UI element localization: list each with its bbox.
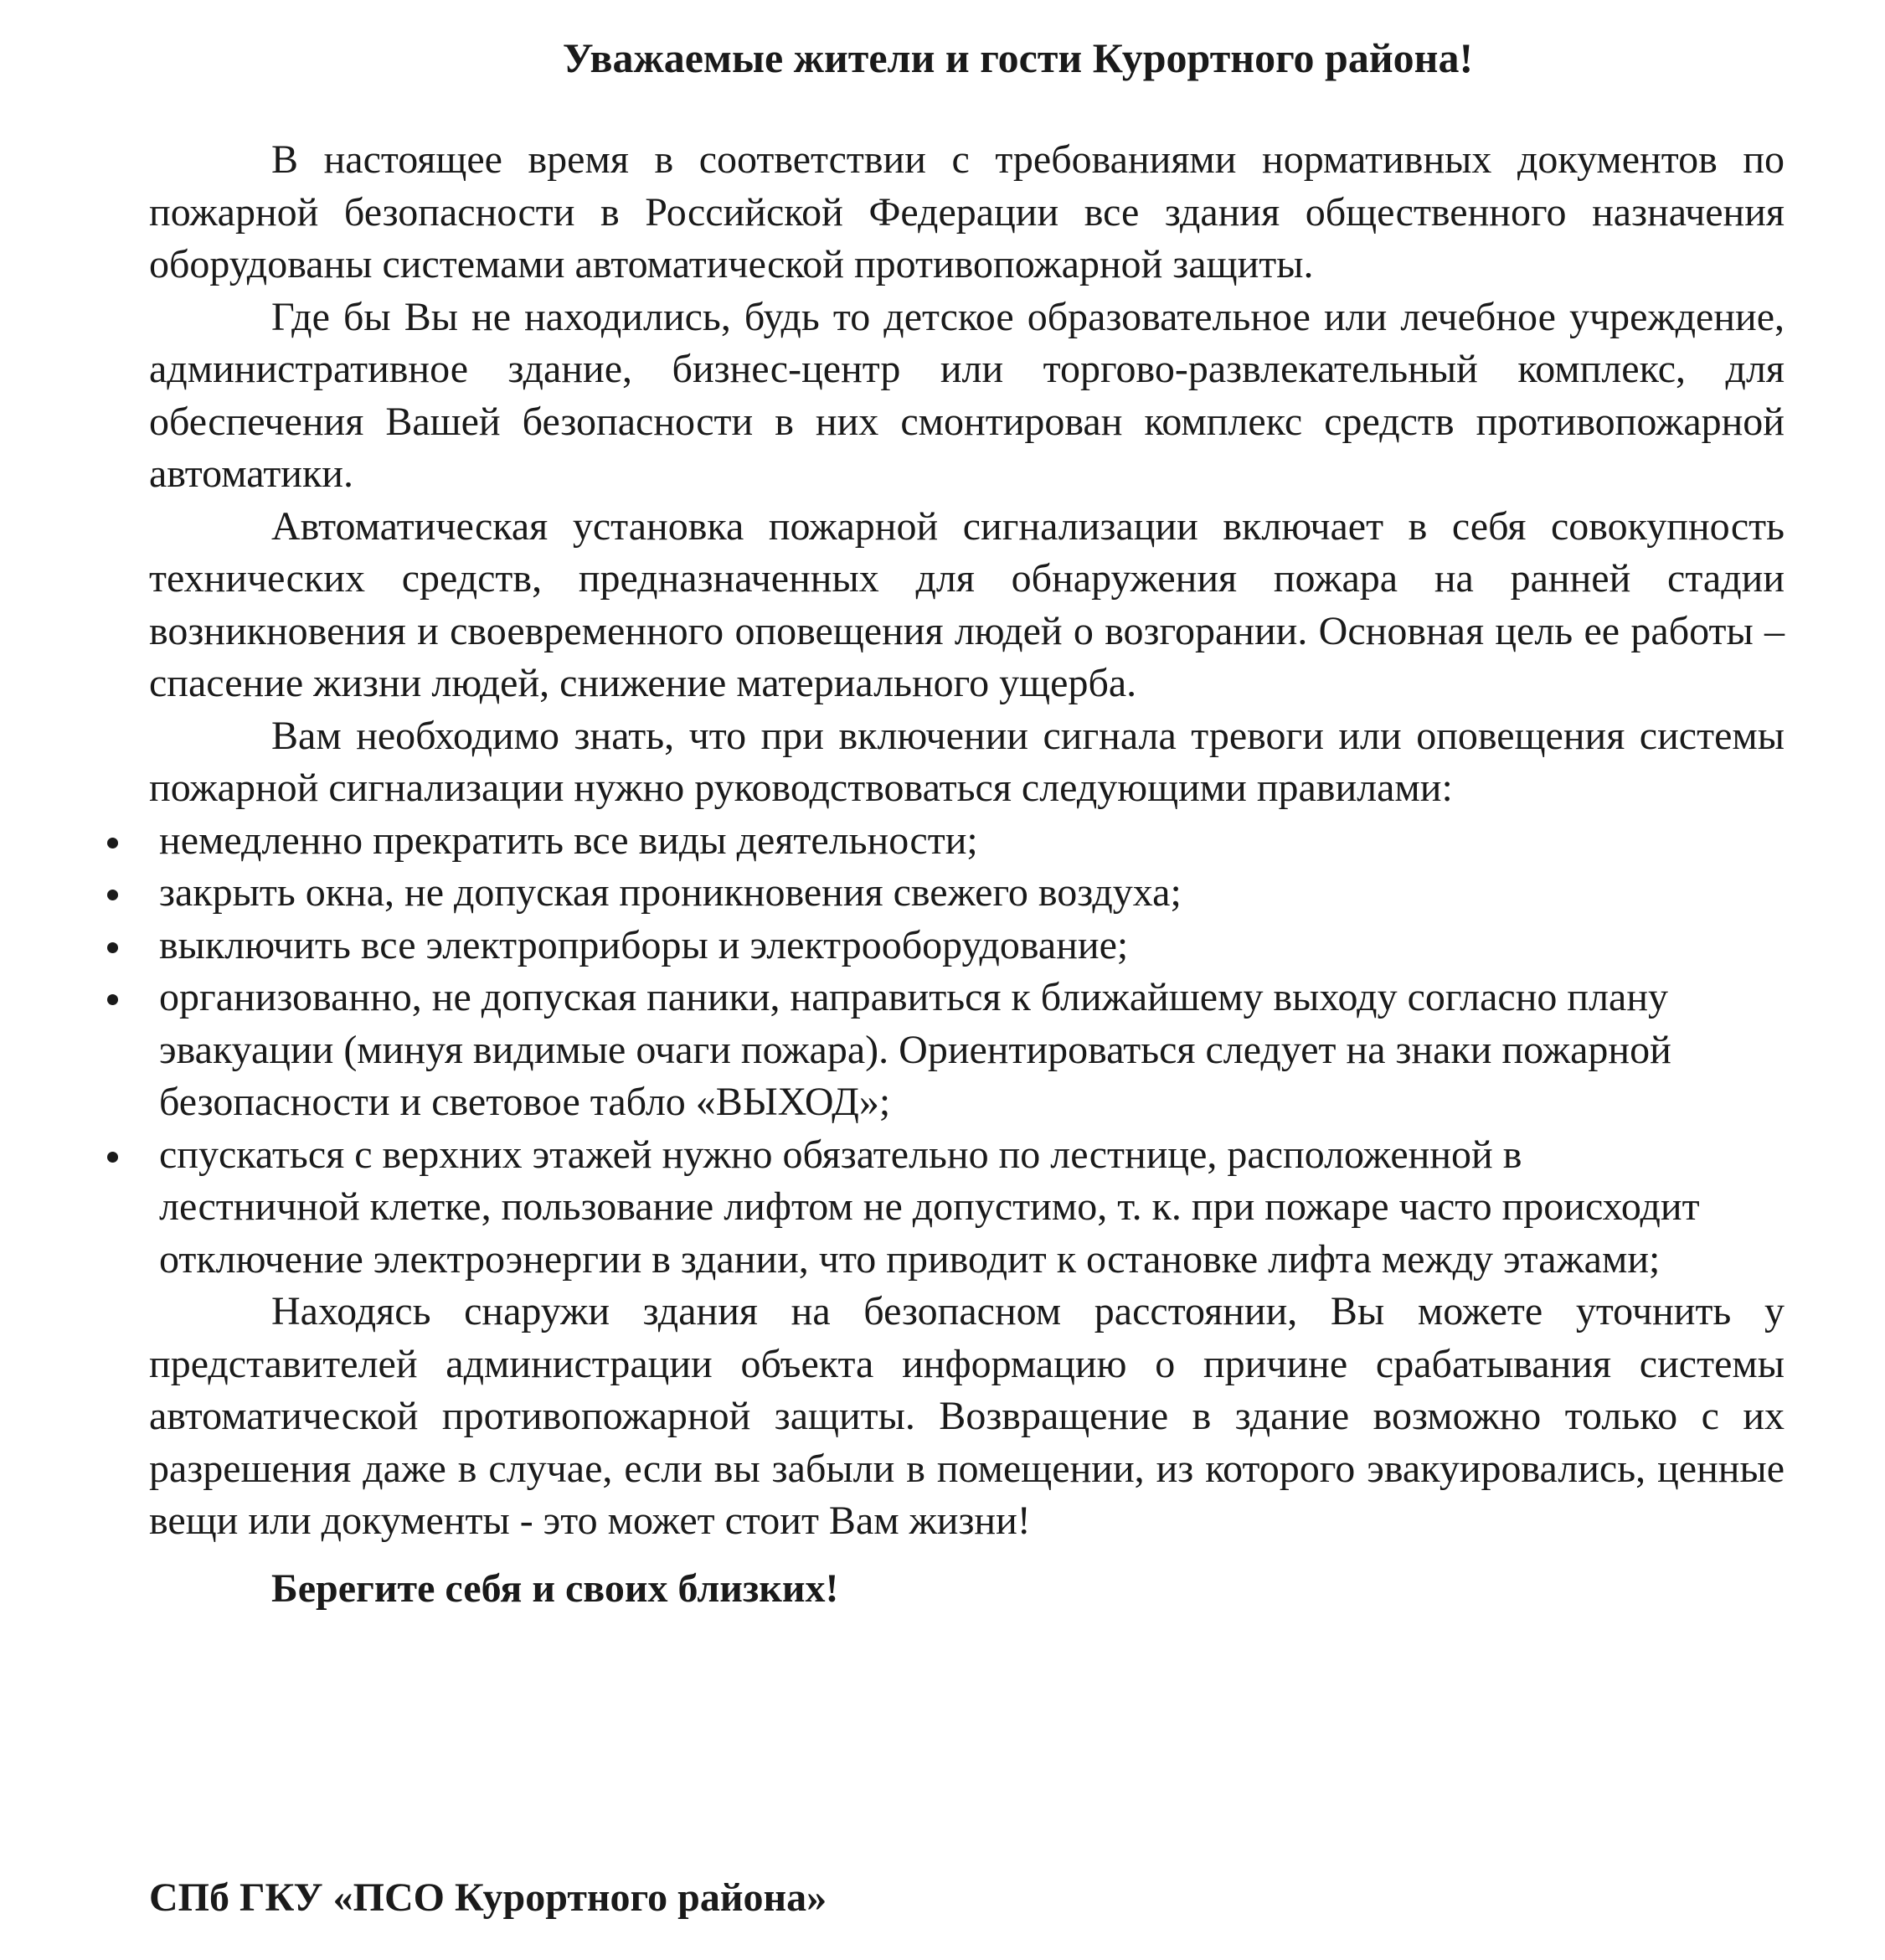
paragraph-after-evacuation: Находясь снаружи здания на безопасном расстоянии, Вы можете уточнить у представителей администрации объекта информацию о причине срабатывания системы автоматической противопожарной защиты. Возвращение в здание возможно только с их разрешения даже в случае, если вы забыли в помещении, из которого эвакуировались, ценные вещи или документы - это может стоит Вам жизни!: [149, 1289, 1785, 1543]
paragraph-rules-intro: Вам необходимо знать, что при включении сигнала тревоги или оповещения системы пожарной сигнализации нужно руководствоваться следующими правилами:: [149, 713, 1785, 810]
rule-text: спускаться с верхних этажей нужно обязательно по лестнице, расположенной в лестничной клетке, пользование лифтом не допустимо, т. к. при пожаре часто происходит отключение электроэнергии в здании, что приводит к остановке лифта между этажами;: [159, 1132, 1700, 1282]
paragraph-locations: Где бы Вы не находились, будь то детское образовательное или лечебное учреждение, административное здание, бизнес-центр или торгово-развлекательный комплекс, для обеспечения Вашей безопасности в них смонтирован комплекс средств противопожарной автоматики.: [149, 294, 1785, 496]
rule-item: [149, 972, 1718, 1129]
document-body: [149, 134, 1785, 1615]
signature: СПб ГКУ «ПСО Курортного района»: [149, 1875, 827, 1920]
rule-text: закрыть окна, не допуская проникновения свежего воздуха;: [159, 870, 1182, 915]
rule-text: немедленно прекратить все виды деятельности;: [159, 818, 978, 863]
rule-item: [149, 815, 1718, 868]
rule-item: [149, 867, 1718, 920]
bullet-icon: [107, 838, 118, 848]
rule-item: [149, 1129, 1718, 1287]
rule-text: выключить все электроприборы и электрооборудование;: [159, 922, 1129, 967]
closing-line: Берегите себя и своих близких!: [271, 1565, 839, 1611]
rules-list: [149, 815, 1785, 1287]
rule-text: организованно, не допуская паники, направиться к ближайшему выходу согласно плану эвакуации (минуя видимые очаги пожара). Ориентироваться следует на знаки пожарной безопасности и световое табло «ВЫХОД»;: [159, 975, 1671, 1124]
bullet-icon: [107, 942, 118, 953]
paragraph-alarm-system: Автоматическая установка пожарной сигнализации включает в себя совокупность технических средств, предназначенных для обнаружения пожара на ранней стадии возникновения и своевременного оповещения людей о возгорании. Основная цель ее работы – спасение жизни людей, снижение материального ущерба.: [149, 503, 1785, 705]
paragraph-requirements: В настоящее время в соответствии с требованиями нормативных документов по пожарной безопасности в Российской Федерации все здания общественного назначения оборудованы системами автоматической противопожарной защиты.: [149, 137, 1785, 286]
document-title: Уважаемые жители и гости Курортного района!: [562, 34, 1474, 81]
bullet-icon: [107, 994, 118, 1005]
rule-item: [149, 920, 1718, 972]
bullet-icon: [107, 1152, 118, 1163]
bullet-icon: [107, 890, 118, 900]
